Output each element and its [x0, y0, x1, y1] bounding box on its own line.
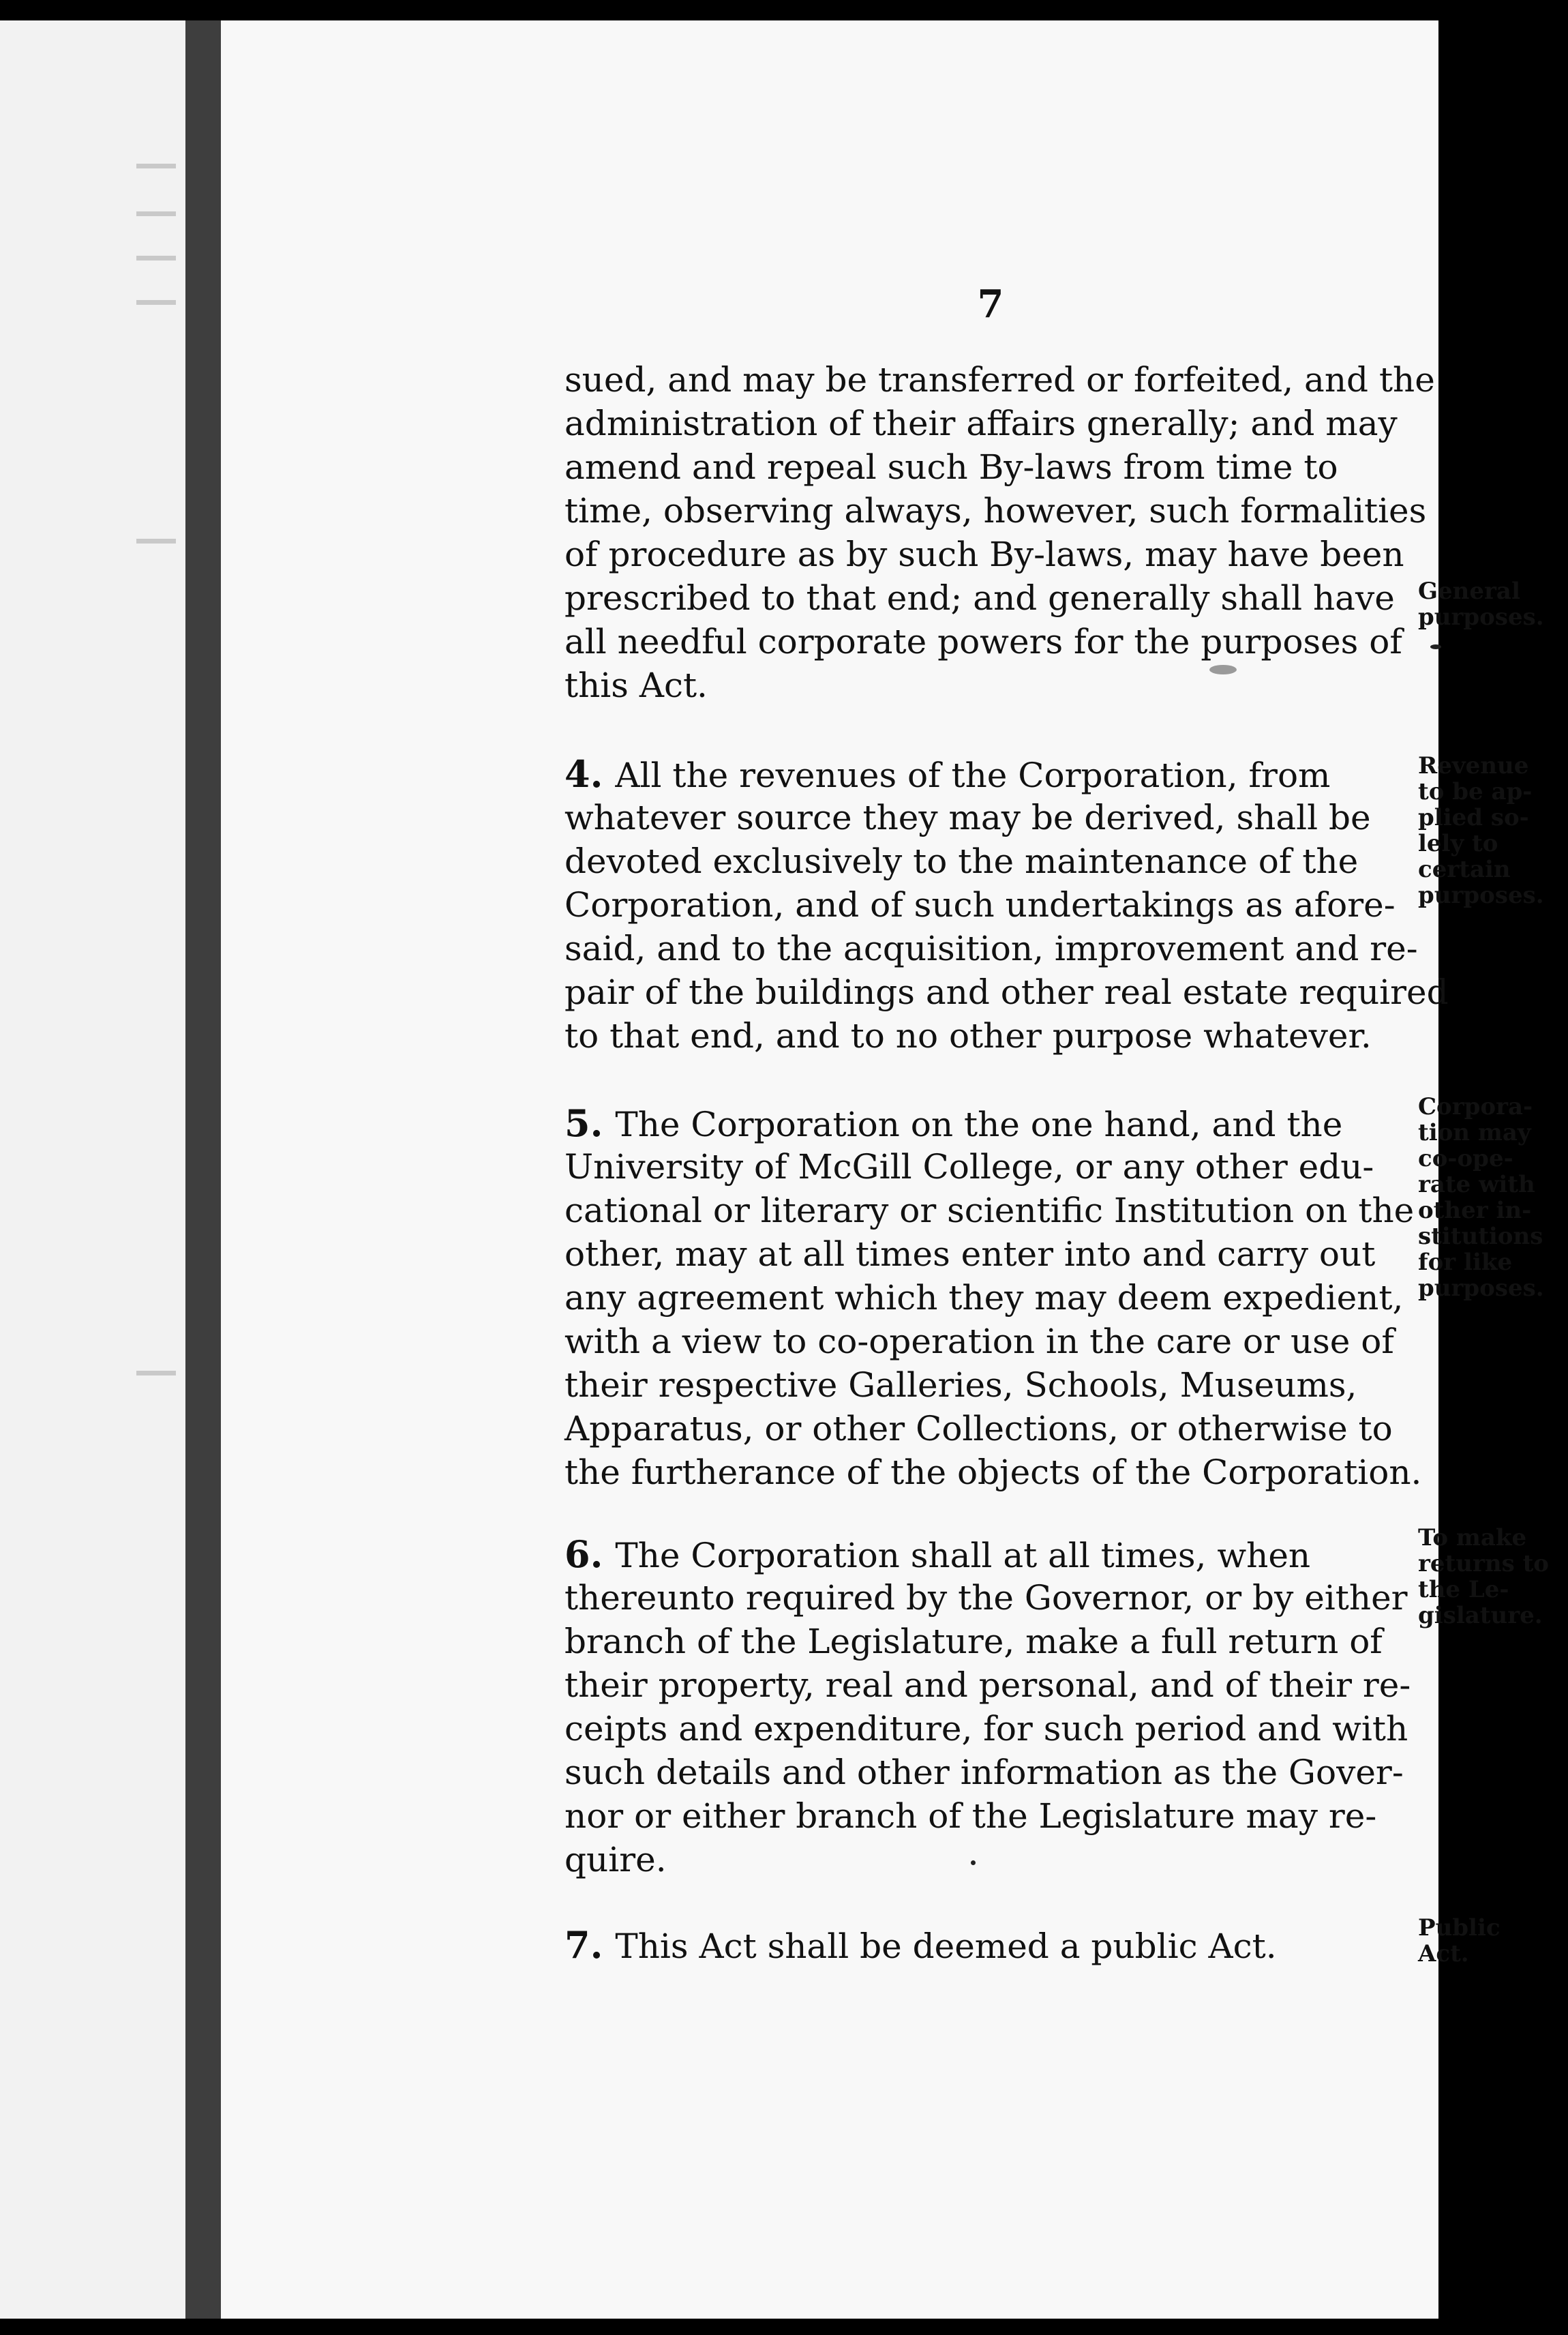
- margin-note-line: to be ap-: [1418, 778, 1533, 805]
- section-text: The Corporation on the one hand, and the: [615, 1105, 1343, 1144]
- bleed-through-mark: [136, 539, 176, 544]
- section-6-line: nor or either branch of the Legislature may re-: [564, 1796, 1377, 1836]
- section-5-line: their respective Galleries, Schools, Museums,: [564, 1365, 1357, 1405]
- margin-note-line: purposes.: [1418, 1275, 1544, 1302]
- print-speck: [971, 1860, 976, 1865]
- section-6-line: branch of the Legislature, make a full return of: [564, 1622, 1383, 1661]
- section-6-line: their property, real and personal, and of their re-: [564, 1665, 1411, 1705]
- section-4-line: Corporation, and of such undertakings as afore-: [564, 885, 1396, 925]
- margin-note-line: plied so-: [1418, 804, 1529, 831]
- section-number: 5.: [564, 1101, 603, 1145]
- section-5-line: cational or literary or scientific Institution on the: [564, 1191, 1415, 1230]
- facing-page-edge: [0, 20, 185, 2319]
- section-4-line: pair of the buildings and other real estate required: [564, 972, 1449, 1012]
- document-page: [221, 20, 1549, 2319]
- margin-note-line: other in-: [1418, 1197, 1532, 1224]
- section-5-line: University of McGill College, or any other edu-: [564, 1147, 1374, 1187]
- print-speck: [1430, 644, 1441, 649]
- body-line: prescribed to that end; and generally shall have: [564, 578, 1395, 618]
- section-4-line: devoted exclusively to the maintenance of the: [564, 842, 1359, 881]
- body-line: amend and repeal such By-laws from time to: [564, 447, 1338, 487]
- margin-note-line: Corpora-: [1418, 1093, 1533, 1120]
- section-5-line: Apparatus, or other Collections, or otherwise to: [564, 1409, 1393, 1448]
- section-6-line: [564, 1532, 1417, 1577]
- section-6-line: quire.: [564, 1840, 667, 1879]
- margin-note-line: gislature.: [1418, 1602, 1543, 1629]
- margin-note-line: stitutions: [1418, 1223, 1543, 1250]
- margin-note-line: purposes.: [1418, 882, 1544, 909]
- section-5-line: [564, 1101, 1417, 1146]
- section-number: 6.: [564, 1532, 603, 1576]
- section-4-line: [564, 752, 1417, 797]
- section-5-line: the furtherance of the objects of the Corporation.: [564, 1453, 1422, 1492]
- margin-note-line: General: [1418, 578, 1520, 605]
- section-5-line: any agreement which they may deem expedient,: [564, 1278, 1404, 1318]
- binding-gutter: [185, 20, 221, 2319]
- section-4-line: to that end, and to no other purpose whatever.: [564, 1016, 1372, 1056]
- body-line: of procedure as by such By-laws, may have been: [564, 535, 1404, 574]
- print-smudge: [1209, 665, 1237, 674]
- bleed-through-mark: [136, 164, 176, 168]
- margin-note-line: tion may: [1418, 1119, 1531, 1146]
- body-line: time, observing always, however, such formalities: [564, 491, 1427, 531]
- section-6-line: thereunto required by the Governor, or by either: [564, 1578, 1408, 1618]
- section-text: All the revenues of the Corporation, from: [615, 756, 1331, 795]
- bleed-through-mark: [136, 1371, 176, 1375]
- margin-note-line: Public: [1418, 1914, 1501, 1942]
- body-line: sued, and may be transferred or forfeited, and the: [564, 360, 1435, 400]
- margin-note-line: rate with: [1418, 1171, 1535, 1198]
- section-text: This Act shall be deemed a public Act.: [615, 1927, 1277, 1966]
- bleed-through-mark: [136, 256, 176, 261]
- margin-note-line: Revenue: [1418, 752, 1529, 779]
- section-number: 7.: [564, 1923, 603, 1967]
- margin-note-line: lely to: [1418, 830, 1498, 857]
- section-4-line: said, and to the acquisition, improvement and re-: [564, 929, 1418, 968]
- margin-note-line: purposes.: [1418, 604, 1544, 631]
- section-6-line: such details and other information as the Gover-: [564, 1753, 1404, 1792]
- margin-note-line: for like: [1418, 1249, 1513, 1276]
- body-line: all needful corporate powers for the purposes of: [564, 622, 1402, 661]
- margin-note-line: returns to: [1418, 1550, 1549, 1577]
- section-6-line: ceipts and expenditure, for such period and with: [564, 1709, 1408, 1749]
- section-number: 4.: [564, 752, 603, 796]
- margin-note-line: Act.: [1418, 1940, 1469, 1967]
- margin-note-line: To make: [1418, 1524, 1527, 1551]
- margin-note-line: co-ope-: [1418, 1145, 1513, 1172]
- margin-note-line: the Le-: [1418, 1576, 1509, 1603]
- page-number: 7: [977, 282, 1004, 327]
- section-5-line: other, may at all times enter into and carry out: [564, 1234, 1376, 1274]
- margin-note-line: certain: [1418, 856, 1511, 883]
- bleed-through-mark: [136, 211, 176, 216]
- body-line: this Act.: [564, 666, 708, 705]
- section-4-line: whatever source they may be derived, shall be: [564, 798, 1371, 837]
- bleed-through-mark: [136, 300, 176, 305]
- section-7-line: [564, 1923, 1417, 1968]
- section-5-line: with a view to co-operation in the care or use of: [564, 1322, 1394, 1361]
- body-line: administration of their affairs gnerally; and may: [564, 404, 1398, 443]
- section-text: The Corporation shall at all times, when: [615, 1536, 1311, 1575]
